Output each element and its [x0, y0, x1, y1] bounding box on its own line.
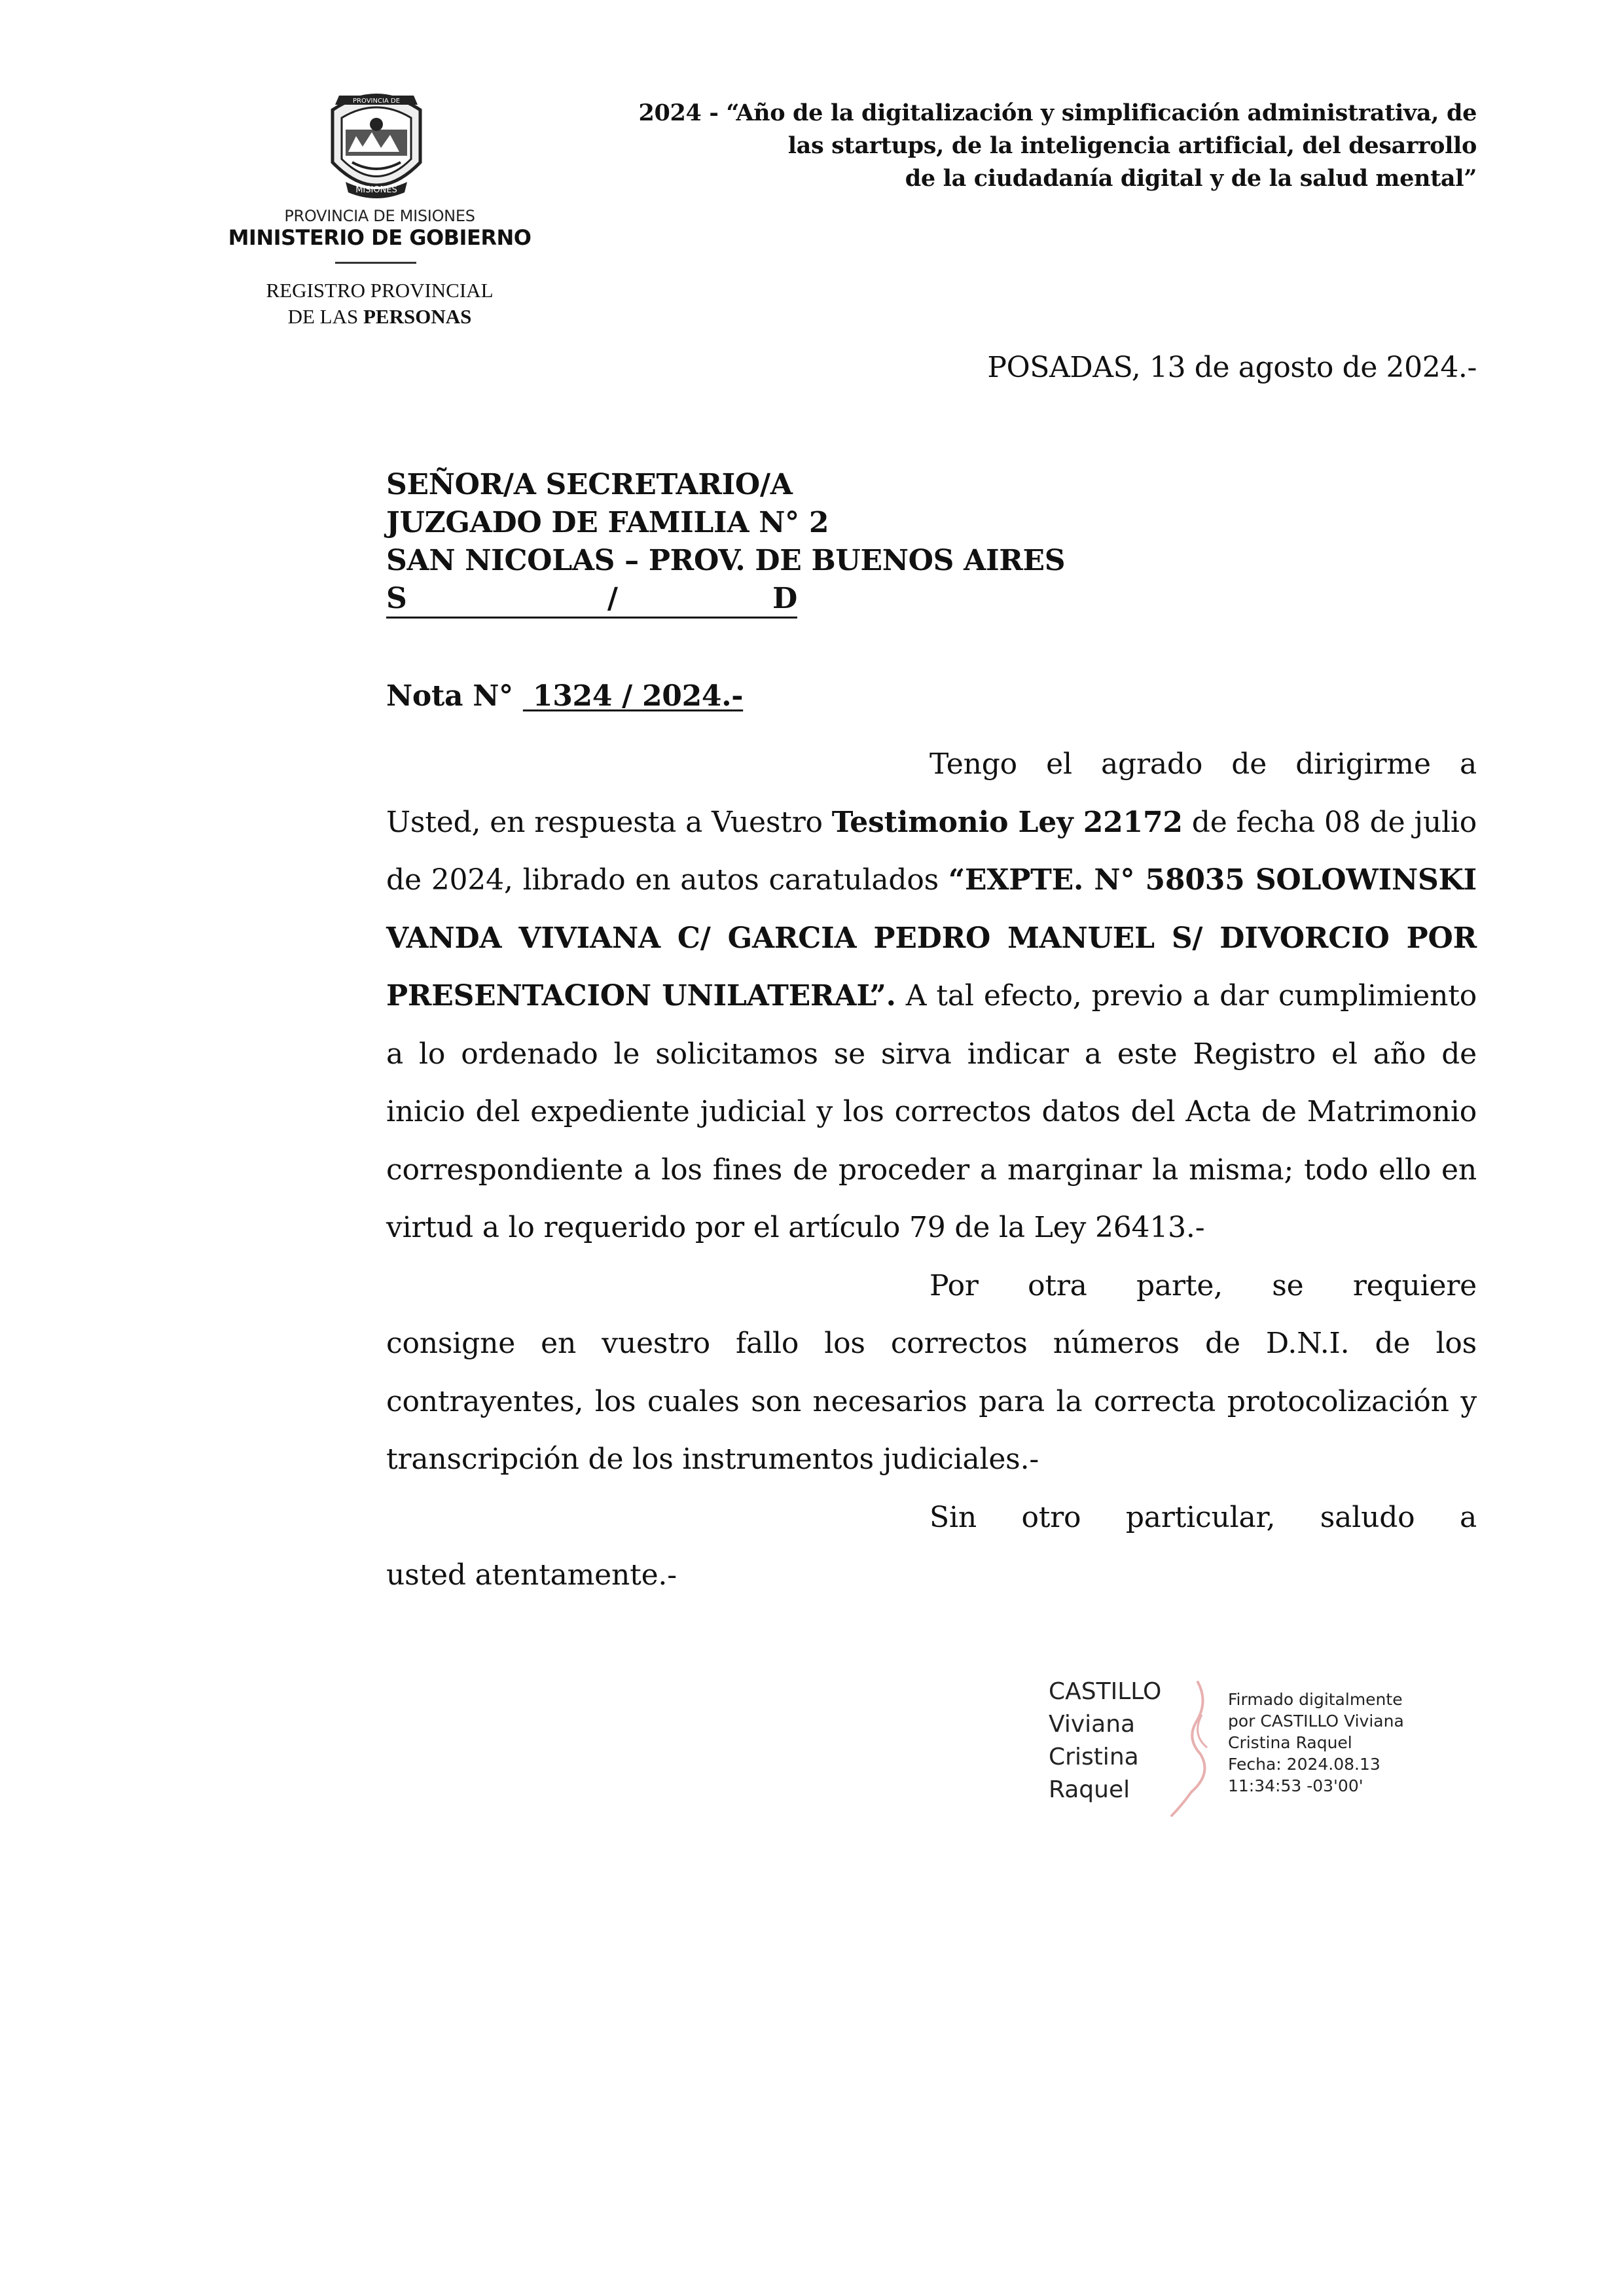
paragraph-2: consigne en vuestro fallo los correctos números de D.N.I. de los contrayentes, los cuales son necesarios para la correcta protocolización y transcripción de los instrumentos judiciales.-	[386, 1327, 1477, 1476]
paragraph-3: usted atentamente.-	[386, 1558, 677, 1592]
motto-line2: las startups, de la inteligencia artificial, del desarrollo	[787, 132, 1477, 159]
svg-text:MISIONES: MISIONES	[355, 185, 397, 195]
paragraph-1-intro: Tengo el agrado de dirigirme a	[929, 747, 1477, 781]
paragraph-2-intro: Por otra parte, se requiere	[929, 1268, 1477, 1302]
motto-line1: 2024 - “Año de la digitalización y simplificación administrativa, de	[638, 99, 1477, 126]
digital-signature-info: Firmado digitalmente por CASTILLO Viviana Cristina Raquel Fecha: 2024.08.13 11:34:53 -03'00'	[1228, 1690, 1404, 1795]
ministry-label: MINISTERIO DE GOBIERNO	[228, 225, 532, 250]
recipient-line3: SAN NICOLAS – PROV. DE BUENOS AIRES	[386, 544, 1066, 577]
province-label: PROVINCIA DE MISIONES	[284, 207, 475, 225]
letter-body	[386, 736, 1477, 1605]
motto-line3: de la ciudadanía digital y de la salud mental”	[905, 165, 1477, 192]
recipient-line2: JUZGADO DE FAMILIA N° 2	[386, 506, 829, 539]
registry-label-line2: DE LAS PERSONAS	[287, 305, 472, 328]
digital-signature-mark-icon	[1152, 1676, 1231, 1820]
year-motto	[456, 97, 1477, 195]
note-number: Nota N° 1324 / 2024.-	[386, 679, 744, 713]
recipient-block	[386, 466, 1065, 619]
paragraph-1: Usted, en respuesta a Vuestro Testimonio Ley 22172 de fecha 08 de julio de 2024, librado en autos caratulados “EXPTE. N° 58035 SOLOWINSKI VANDA VIVIANA C/ GARCIA PEDRO MANUEL S/ DIVORCIO POR PRESENTACION UNILATERAL”. A tal efecto, previo a dar cumplimiento a lo ordenado le solicitamos se sirva indicar a este Registro el año de inicio del expediente judicial y los correctos datos del Acta de Matrimonio correspondiente a los fines de proceder a marginar la misma; todo ello en virtud a lo requerido por el artículo 79 de la Ley 26413.-	[386, 805, 1477, 1244]
recipient-line1: SEÑOR/A SECRETARIO/A	[386, 468, 793, 501]
svg-text:PROVINCIA DE: PROVINCIA DE	[353, 98, 400, 105]
note-number-value: 1324 / 2024.-	[522, 679, 744, 713]
provincia-de-misiones-coat-of-arms-icon	[319, 84, 433, 206]
registry-label-line1: REGISTRO PROVINCIAL	[266, 279, 494, 302]
paragraph-3-intro: Sin otro particular, saludo a	[929, 1500, 1477, 1534]
letter-date: POSADAS, 13 de agosto de 2024.-	[987, 351, 1477, 384]
su-despacho-line: S / D	[386, 580, 797, 619]
letterhead-divider	[335, 262, 416, 264]
signer-name: CASTILLO Viviana Cristina Raquel	[1049, 1678, 1162, 1803]
